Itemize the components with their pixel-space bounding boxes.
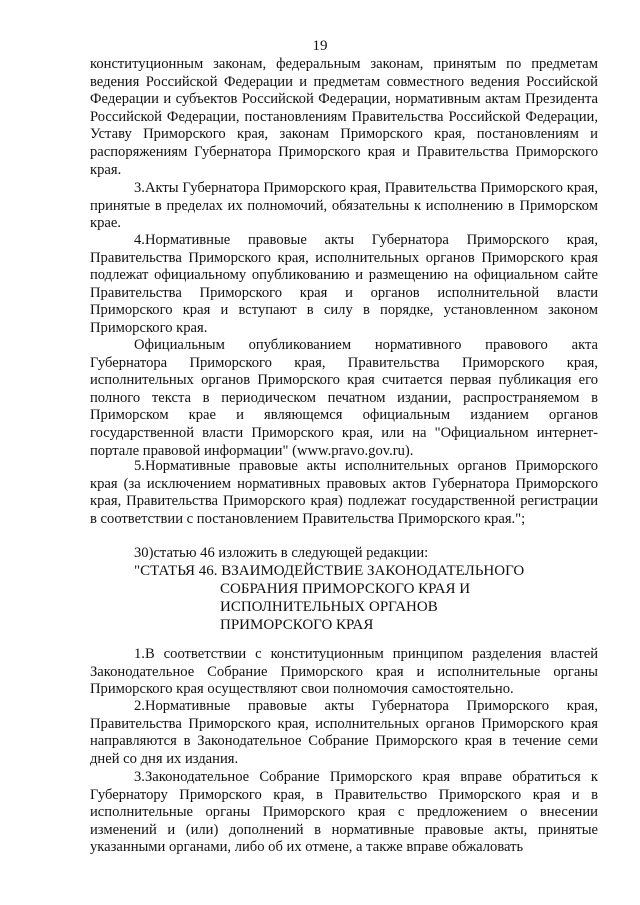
article-46-heading	[90, 562, 598, 634]
paragraph-item-3: 3.Акты Губернатора Приморского края, Правительства Приморского края, принятые в пределах их полномочий, обязательны к исполнению в Приморском крае.	[90, 180, 598, 232]
paragraph-continuation: конституционным законам, федеральным законам, принятым по предметам ведения Российской Федерации и предметам совместного ведения Российской Федерации и субъектов Российской Федерации, нормативным актам Президента Российской Федерации, постановлениям Правительства Российской Федерации, Уставу Приморского края, законам Приморского края, постановлениям и распоряжениям Губернатора Приморского края и Правительства Приморского края.	[90, 56, 598, 178]
paragraph-official-publication: Официальным опубликованием нормативного правового акта Губернатора Приморского края, Правительства Приморского края, исполнительных органов Приморского края считается первая публикация его полного текста в периодическом печатном издании, распространяемом в Приморском крае и являющемся официальным изданием органов государственной власти Приморского края, или на "Официальном интернет-портале правовой информации" (www.pravo.gov.ru).	[90, 337, 598, 459]
article-paragraph-2: 2.Нормативные правовые акты Губернатора Приморского края, Правительства Приморского края, исполнительных органов Приморского края направляются в Законодательное Собрание Приморского края в течение семи дней со дня их издания.	[90, 698, 598, 767]
paragraph-item-4: 4.Нормативные правовые акты Губернатора Приморского края, Правительства Приморского края, исполнительных органов Приморского края подлежат официальному опубликованию и размещению на официальном сайте Правительства Приморского края и органов исполнительной власти Приморского края и вступают в силу в порядке, установленном законом Приморского края.	[90, 232, 598, 336]
article-heading-line-1: "СТАТЬЯ 46. ВЗАИМОДЕЙСТВИЕ ЗАКОНОДАТЕЛЬНОГО	[134, 563, 525, 579]
article-heading-line-3: ИСПОЛНИТЕЛЬНЫХ ОРГАНОВ	[220, 599, 438, 615]
article-heading-line-4: ПРИМОРСКОГО КРАЯ	[220, 617, 374, 633]
article-paragraph-3: 3.Законодательное Собрание Приморского края вправе обратиться к Губернатору Приморского края, в Правительство Приморского края и в исполнительные органы Приморского края с предложением о внесении изменений и (или) дополнений в нормативные правовые акты, принятые указанными органами, либо об их отмене, а также вправе обжаловать	[90, 769, 598, 856]
paragraph-item-5: 5.Нормативные правовые акты исполнительных органов Приморского края (за исключением нормативных правовых актов Губернатора Приморского края, Правительства Приморского края) подлежат государственной регистрации в соответствии с постановлением Правительства Приморского края.";	[90, 458, 598, 527]
paragraph-amendment-30: 30)статью 46 изложить в следующей редакции:	[134, 545, 429, 561]
page-number: 19	[312, 38, 328, 54]
article-paragraph-1: 1.В соответствии с конституционным принципом разделения властей Законодательное Собрание Приморского края и исполнительные органы Приморского края осуществляют свои полномочия самостоятельно.	[90, 646, 598, 698]
article-heading-line-2: СОБРАНИЯ ПРИМОРСКОГО КРАЯ И	[220, 581, 471, 597]
